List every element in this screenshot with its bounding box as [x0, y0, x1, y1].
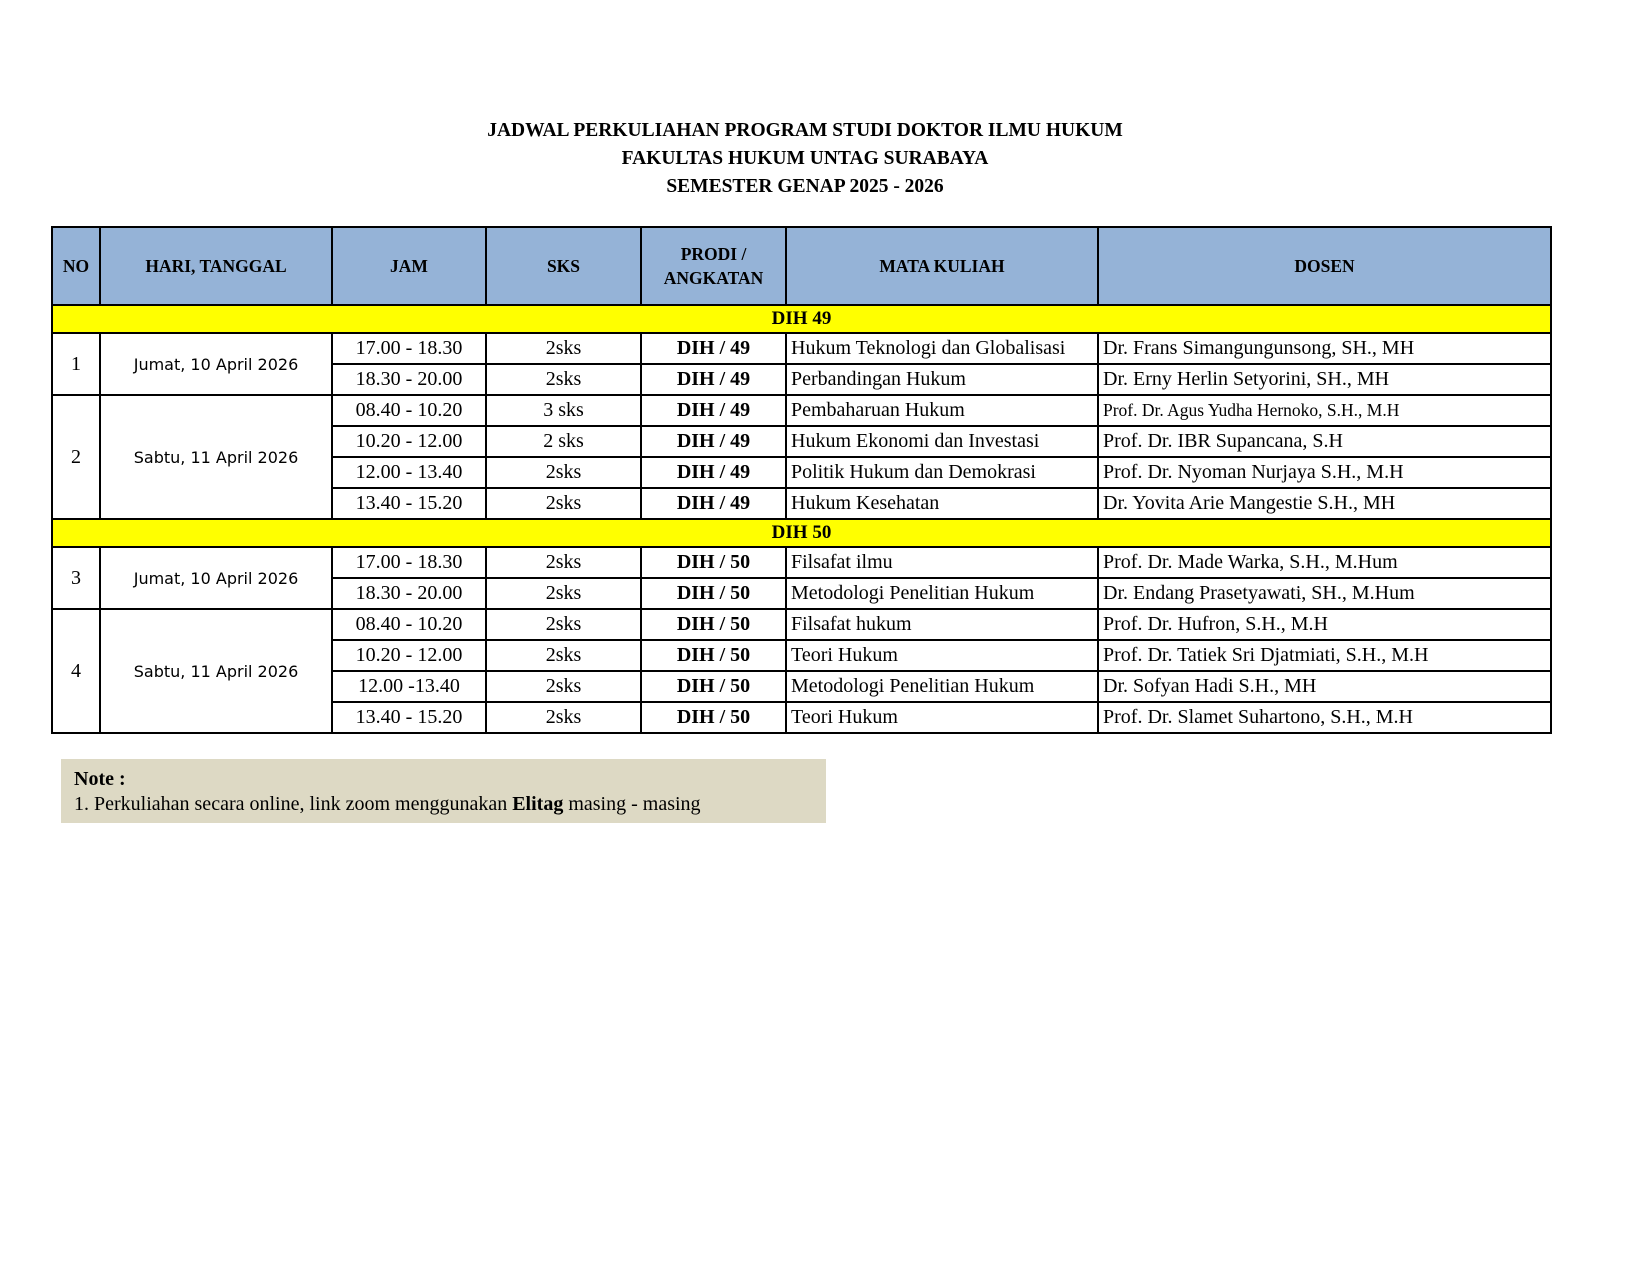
group-label: DIH 49 [52, 305, 1551, 333]
day-date: Jumat, 10 April 2026 [100, 547, 332, 609]
note-box [61, 759, 826, 823]
cell-jam: 10.20 - 12.00 [332, 640, 486, 671]
cell-dosen: Dr. Frans Simangungunsong, SH., MH [1098, 333, 1551, 364]
note-line-prefix: 1. Perkuliahan secara online, link zoom menggunakan [74, 793, 513, 815]
cell-mata-kuliah: Filsafat hukum [786, 609, 1098, 640]
cell-sks: 2sks [486, 671, 641, 702]
note-title: Note : [74, 768, 126, 790]
group-row-dih-49 [52, 305, 1551, 333]
cell-mata-kuliah: Metodologi Penelitian Hukum [786, 578, 1098, 609]
cell-jam: 18.30 - 20.00 [332, 578, 486, 609]
cell-dosen: Dr. Yovita Arie Mangestie S.H., MH [1098, 488, 1551, 519]
cell-sks: 2sks [486, 364, 641, 395]
cell-mata-kuliah: Politik Hukum dan Demokrasi [786, 457, 1098, 488]
cell-dosen: Prof. Dr. Made Warka, S.H., M.Hum [1098, 547, 1551, 578]
cell-dosen: Prof. Dr. Agus Yudha Hernoko, S.H., M.H [1098, 395, 1551, 426]
header-no: NO [52, 227, 100, 305]
header-prodi-line1: PRODI / [680, 244, 747, 264]
cell-jam: 13.40 - 15.20 [332, 702, 486, 733]
header-prodi-line2: ANGKATAN [663, 268, 764, 288]
header-row [52, 227, 1551, 305]
cell-sks: 2sks [486, 640, 641, 671]
cell-jam: 18.30 - 20.00 [332, 364, 486, 395]
cell-prodi: DIH / 49 [641, 457, 786, 488]
day-date: Sabtu, 11 April 2026 [100, 395, 332, 519]
cell-jam: 17.00 - 18.30 [332, 333, 486, 364]
cell-sks: 2sks [486, 547, 641, 578]
group-label: DIH 50 [52, 519, 1551, 547]
cell-mata-kuliah: Perbandingan Hukum [786, 364, 1098, 395]
cell-sks: 2sks [486, 333, 641, 364]
cell-prodi: DIH / 50 [641, 671, 786, 702]
cell-jam: 08.40 - 10.20 [332, 395, 486, 426]
cell-mata-kuliah: Hukum Ekonomi dan Investasi [786, 426, 1098, 457]
table-row [52, 333, 1551, 364]
cell-prodi: DIH / 49 [641, 364, 786, 395]
cell-mata-kuliah: Pembaharuan Hukum [786, 395, 1098, 426]
cell-prodi: DIH / 49 [641, 488, 786, 519]
cell-jam: 08.40 - 10.20 [332, 609, 486, 640]
note-line-1 [74, 792, 813, 817]
note-line-bold: Elitag [512, 793, 564, 815]
title-line-1: JADWAL PERKULIAHAN PROGRAM STUDI DOKTOR ILMU HUKUM [487, 120, 1123, 141]
row-number: 4 [52, 609, 100, 733]
cell-prodi: DIH / 50 [641, 609, 786, 640]
day-date: Jumat, 10 April 2026 [100, 333, 332, 395]
cell-prodi: DIH / 49 [641, 395, 786, 426]
cell-jam: 10.20 - 12.00 [332, 426, 486, 457]
header-sks: SKS [486, 227, 641, 305]
cell-prodi: DIH / 50 [641, 640, 786, 671]
cell-jam: 17.00 - 18.30 [332, 547, 486, 578]
cell-mata-kuliah: Hukum Teknologi dan Globalisasi [786, 333, 1098, 364]
group-row-dih-50 [52, 519, 1551, 547]
cell-dosen: Prof. Dr. Hufron, S.H., M.H [1098, 609, 1551, 640]
cell-prodi: DIH / 49 [641, 426, 786, 457]
cell-sks: 2sks [486, 609, 641, 640]
title-line-2: FAKULTAS HUKUM UNTAG SURABAYA [621, 148, 989, 169]
cell-prodi: DIH / 50 [641, 578, 786, 609]
document-title-block [0, 117, 1610, 201]
cell-dosen: Prof. Dr. Nyoman Nurjaya S.H., M.H [1098, 457, 1551, 488]
cell-dosen: Dr. Sofyan Hadi S.H., MH [1098, 671, 1551, 702]
header-mata-kuliah: MATA KULIAH [786, 227, 1098, 305]
schedule-table [51, 226, 1552, 734]
header-prodi-angkatan [641, 227, 786, 305]
cell-sks: 3 sks [486, 395, 641, 426]
header-dosen: DOSEN [1098, 227, 1551, 305]
cell-prodi: DIH / 49 [641, 333, 786, 364]
table-row [52, 609, 1551, 640]
title-line-3: SEMESTER GENAP 2025 - 2026 [666, 176, 944, 197]
header-jam: JAM [332, 227, 486, 305]
cell-mata-kuliah: Hukum Kesehatan [786, 488, 1098, 519]
row-number: 2 [52, 395, 100, 519]
cell-dosen: Dr. Erny Herlin Setyorini, SH., MH [1098, 364, 1551, 395]
cell-mata-kuliah: Filsafat ilmu [786, 547, 1098, 578]
cell-dosen: Dr. Endang Prasetyawati, SH., M.Hum [1098, 578, 1551, 609]
cell-dosen: Prof. Dr. IBR Supancana, S.H [1098, 426, 1551, 457]
table-row [52, 395, 1551, 426]
cell-prodi: DIH / 50 [641, 702, 786, 733]
cell-jam: 12.00 - 13.40 [332, 457, 486, 488]
cell-sks: 2sks [486, 457, 641, 488]
cell-sks: 2sks [486, 488, 641, 519]
header-hari-tanggal: HARI, TANGGAL [100, 227, 332, 305]
cell-sks: 2sks [486, 702, 641, 733]
table-row [52, 547, 1551, 578]
cell-jam: 12.00 -13.40 [332, 671, 486, 702]
cell-jam: 13.40 - 15.20 [332, 488, 486, 519]
row-number: 3 [52, 547, 100, 609]
cell-prodi: DIH / 50 [641, 547, 786, 578]
cell-mata-kuliah: Teori Hukum [786, 640, 1098, 671]
cell-dosen: Prof. Dr. Tatiek Sri Djatmiati, S.H., M.H [1098, 640, 1551, 671]
cell-sks: 2 sks [486, 426, 641, 457]
cell-dosen: Prof. Dr. Slamet Suhartono, S.H., M.H [1098, 702, 1551, 733]
cell-sks: 2sks [486, 578, 641, 609]
cell-mata-kuliah: Teori Hukum [786, 702, 1098, 733]
cell-mata-kuliah: Metodologi Penelitian Hukum [786, 671, 1098, 702]
day-date: Sabtu, 11 April 2026 [100, 609, 332, 733]
row-number: 1 [52, 333, 100, 395]
note-line-suffix: masing - masing [563, 793, 701, 815]
